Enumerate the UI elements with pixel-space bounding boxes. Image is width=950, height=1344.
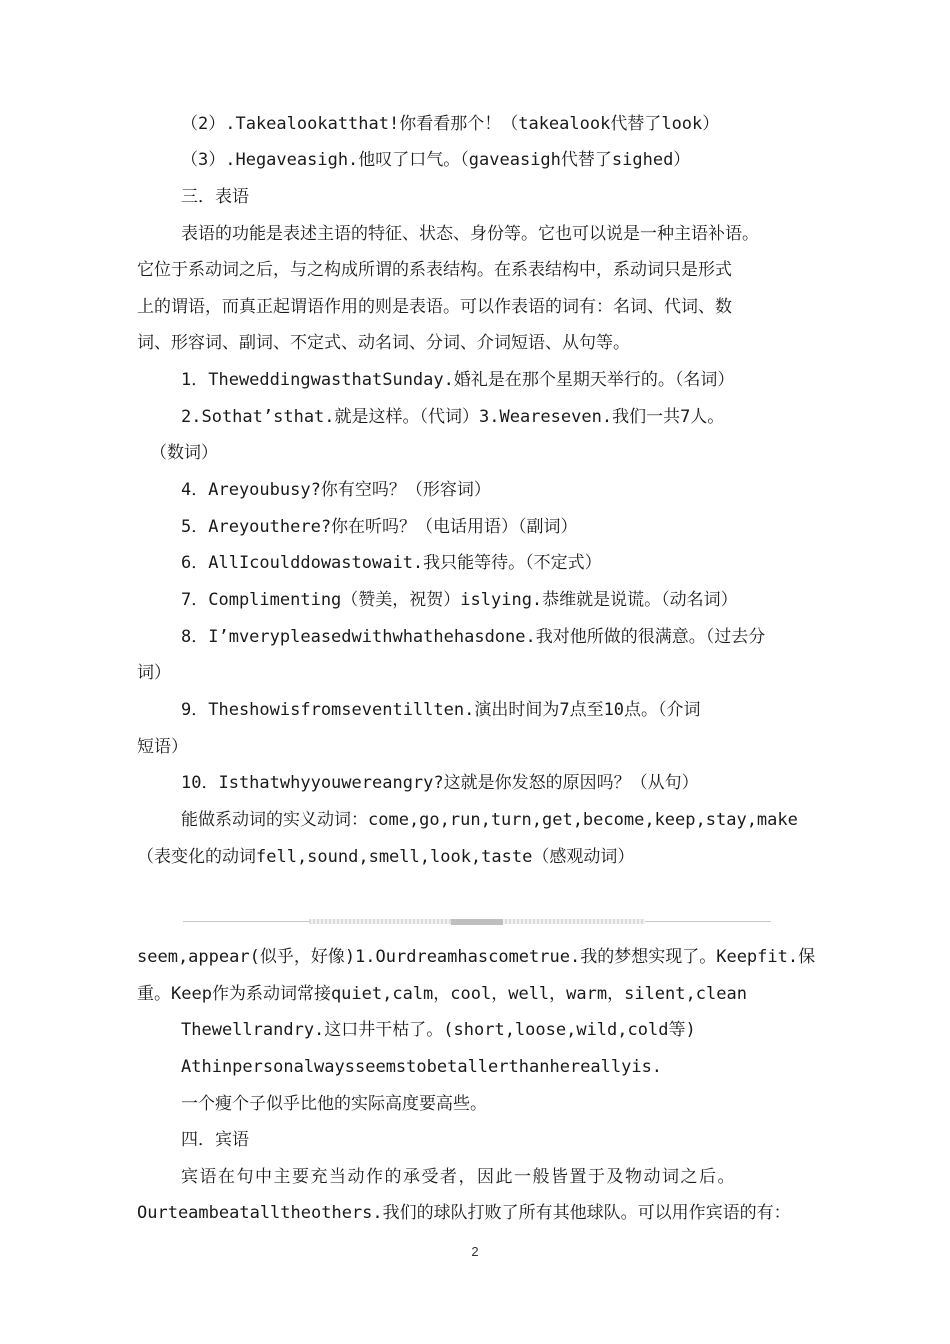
example-line: Thewellrandry.这口井干枯了。(short,loose,wild,cold等) [181,1020,696,1040]
example-line: （3）.Hegaveasigh.他叹了口气。（gaveasigh代替了sighed） [181,150,691,170]
paragraph-line: Ourteambeatalltheothers.我们的球队打败了所有其他球队。可以用作宾语的有： [137,1203,791,1223]
example-line: 8．I’mverypleasedwithwhathehasdone.我对他所做的很满意。（过去分 [181,627,766,647]
paragraph-line: 重。Keep作为系动词常接quiet,calm，cool，well，warm，silent,clean [137,984,747,1004]
page-divider [183,919,771,925]
example-line: 一个瘦个子似乎比他的实际高度要高些。 [181,1094,487,1114]
paragraph-line: 表语的功能是表述主语的特征、状态、身份等。它也可以说是一种主语补语。 [181,224,759,244]
section-heading: 四．宾语 [181,1130,249,1150]
example-line: 4．Areyoubusy?你有空吗？（形容词） [181,480,491,500]
paragraph-line: 宾语在句中主要充当动作的承受者，因此一般皆置于及物动词之后。 [181,1167,736,1187]
example-line: 2.Sothat’sthat.就是这样。（代词）3.Weareseven.我们一共7人。 [181,407,725,427]
example-line: 5．Areyouthere?你在听吗？（电话用语）（副词） [181,517,578,537]
example-line: 6．AllIcoulddowastowait.我只能等待。（不定式） [181,553,602,573]
paragraph-line: 词、形容词、副词、不定式、动名词、分词、介词短语、从句等。 [137,333,630,353]
paragraph-line: 能做系动词的实义动词：come,go,run,turn,get,become,keep,stay,make [181,810,798,830]
example-line: Athinpersonalwaysseemstobetallerthanhereallyis. [181,1057,663,1077]
section-heading: 三．表语 [181,187,249,207]
example-line: 短语） [137,737,188,757]
paragraph-line: seem,appear(似乎，好像)1.Ourdreamhascometrue.我的梦想实现了。Keepfit.保 [137,947,816,967]
example-line: （数词） [150,443,218,463]
paragraph-line: 它位于系动词之后，与之构成所谓的系表结构。在系表结构中，系动词只是形式 [137,260,732,280]
page-number: 2 [471,1244,479,1259]
example-line: 9．Theshowisfromseventillten.演出时间为7点至10点。（介词 [181,700,701,720]
example-line: 词） [137,663,171,683]
paragraph-line: 上的谓语，而真正起谓语作用的则是表语。可以作表语的词有：名词、代词、数 [137,297,732,317]
example-line: 1．TheweddingwasthatSunday.婚礼是在那个星期天举行的。（名词） [181,370,735,390]
example-line: 10．Isthatwhyyouwereangry?这就是你发怒的原因吗？（从句） [181,773,699,793]
example-line: 7．Complimenting（赞美，祝贺）islying.恭维就是说谎。（动名词） [181,590,738,610]
paragraph-line: （表变化的动词fell,sound,smell,look,taste（感观动词） [137,847,635,867]
example-line: （2）.Takealookatthat!你看看那个！（takealook代替了look） [181,114,720,134]
